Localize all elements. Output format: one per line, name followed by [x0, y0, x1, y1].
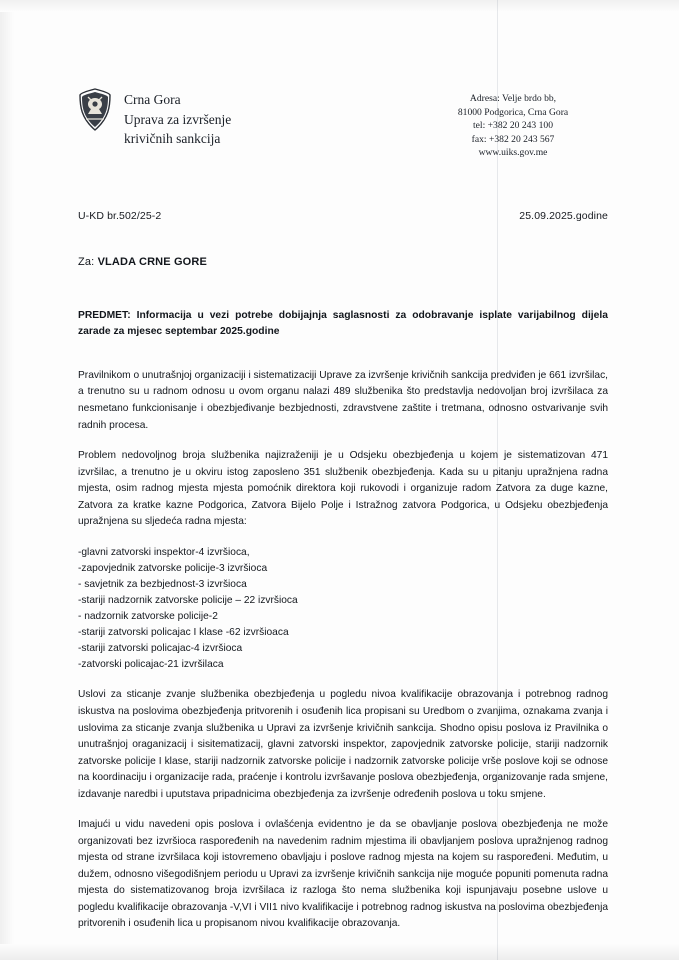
subject-text: Informacija u vezi potrebe dobijajnja saglasnosti za odobravanje isplate varijabilnog dijela zarade za mjesec septembar 2025.godine: [78, 310, 608, 337]
list-item: -stariji nadzornik zatvorske policije – 22 izvršioca: [78, 594, 298, 606]
document-content: [78, 88, 608, 933]
body-paragraph-2: Problem nedovoljnog broja službenika najizraženiji je u Odsjeku obezbjeđenja u kojem je sistematizovan 471 izvršilac, a trenutno je u okviru istog zaposleno 351 službenik obezbjeđenja. Kada su u pitanju upražnjena radna mjesta, osim radnog mjesta mjesta pomoćnik direktora koji rukovodi i organizuje radom Zatvora za duge kazne, Zatvora za kratke kazne Podgorica, Zatvora Bijelo Polje i Istražnog zatvora Podgorica, u Odsjeku obezbjeđenja upražnjena su sljedeća radna mjesta:: [78, 450, 608, 528]
addressee-prefix: Za:: [78, 256, 95, 269]
document-body: [78, 368, 608, 933]
body-paragraph-4: Imajući u vidu navedeni opis poslova i ovlašćenja evidentno je da se obavljanje poslova obezbjeđenja ne može organizovati bez izvršioca raspoređenih na navedenim radnim mjestima ili obavljanjem poslova upražnjenog radnog mjesta od strane izvršilaca koji istovremeno obavljaju i poslove radnog mjesta na kojem su raspoređeni. Međutim, u dužem, odnosno višegodišnjem periodu u Upravi za izvršenje krivičnih sankcija nije moguće popuniti pomenuta radna mjesta do sistematizovanog broja izvršilaca iz razloga što nema službenika koji ispunjavaju posebne uslove u pogledu kvalifikacije obrazovanja -V,VI i VII1 nivo kvalifikacije i potrebnog radnog iskustva na poslovima obezbjeđenja pritvorenih i osuđenih lica u propisanom nivou kvalifikacije obrazovanja.: [78, 819, 608, 930]
list-item: -glavni zatvorski inspektor-4 izvršioca,: [78, 546, 250, 558]
scan-edge-left: [0, 0, 14, 960]
body-paragraph-1: Pravilnikom o unutrašnjoj organizaciji i sistematizaciji Uprave za izvršenje krivičnih sankcija predviđen je 661 izvršilac, a trenutno su u radnom odnosu u ovom organu nalazi 489 službenika što predstavlja nedovoljan broj izvršilaca za nesmetano funkcionisanje i obezbjeđivanje bezbjednosti, zdravstvene zaštite i tretmana, odnosno ostvarivanje svih radnih procesa.: [78, 369, 608, 431]
vacancy-list: [78, 545, 608, 674]
list-item: -zatvorski policajac-21 izvršilaca: [78, 659, 224, 671]
addressee-name: VLADA CRNE GORE: [97, 256, 207, 269]
contact-website: www.uiks.gov.me: [478, 147, 548, 159]
contact-line-3: tel: +382 20 243 100: [472, 120, 554, 132]
contact-line-2: 81000 Podgorica, Crna Gora: [457, 106, 569, 118]
org-line-3: krivičnih sankcija: [124, 131, 221, 147]
montenegro-coat-of-arms-icon: [78, 88, 112, 132]
letterhead-left: [78, 88, 231, 149]
scan-edge-top: [0, 0, 679, 12]
list-item: - savjetnik za bezbjednost-3 izvršioca: [78, 578, 247, 590]
letterhead: [78, 88, 608, 160]
contact-block: [418, 88, 608, 160]
contact-line-1: Adresa: Velje brdo bb,: [469, 93, 557, 104]
subject-label: PREDMET:: [78, 310, 131, 322]
list-item: -zapovjednik zatvorske policije-3 izvršioca: [78, 562, 268, 574]
reference-row: [78, 210, 608, 222]
organization-name: [124, 88, 231, 149]
document-date: 25.09.2025.godine: [519, 210, 608, 223]
contact-line-4: fax: +382 20 243 567: [471, 133, 555, 145]
reference-number: U-KD br.502/25-2: [78, 210, 162, 223]
addressee: [78, 256, 608, 268]
list-item: -stariji zatvorski policajac I klase -62 izvršioaca: [78, 627, 289, 639]
org-line-1: Crna Gora: [124, 92, 181, 107]
list-item: -stariji zatvorski policajac-4 izvršioca: [78, 643, 243, 655]
scan-edge-bottom: [0, 944, 679, 960]
body-paragraph-3: Uslovi za sticanje zvanje službenika obezbjeđenja u pogledu nivoa kvalifikacije obrazovanja i potrebnog radnog iskustva na poslovima obezbjeđenja pritvorenih i osuđenih lica propisani su Uredbom o zvanjima, oznakama zvanja i uslovima za sticanje zvanja službenika u Upravi za izvršenje krivičnih sankcija. Shodno opisu poslova iz Pravilnika o unutrašnjoj oraganizacij i sisitematizacij, glavni zatvorski inspektor, zapovjednik zatvorske policije, stariji nadzornik zatvorske policije I klase, stariji nadzornik zatvorske policije i nadzornik zatvorske policije vrše poslove koji se odnose na koordinaciju i organizacije rada, praćenje i kontrolu izvršavanje poslova obezbjeđenja, organizovanje rada smjene, izdavanje naredbi i uputstava pripadnicima obezbjeđenja za izvršenje određenih poslova u toku smjene.: [78, 689, 608, 800]
org-line-2: Uprava za izvršenje: [124, 111, 232, 127]
subject-line: [78, 308, 608, 340]
list-item: - nadzornik zatvorske policije-2: [78, 611, 218, 623]
